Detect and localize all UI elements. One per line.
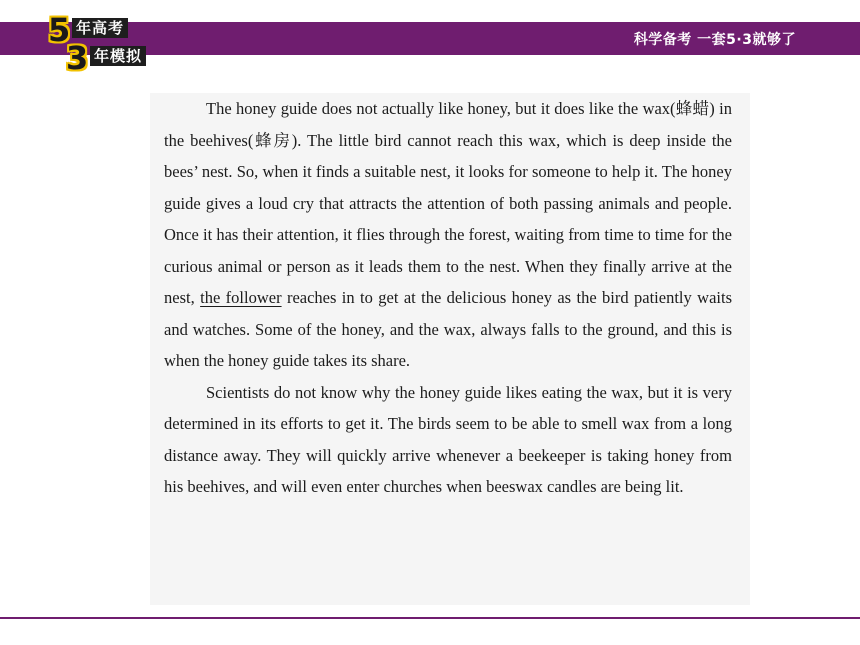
paragraph-1-text-a: The honey guide does not actually like honey, but it does like the wax(蜂蜡) in the beehives(蜂房). The little bird cannot reach this wax, which is deep inside the bees’ nest. So, when it finds a suitable nest, it looks for someone to help it. The honey guide gives a loud cry that attracts the attention of both passing animals and people. Once it has their attention, it flies through the forest, waiting from time to time for the curious animal or person as it leads them to the nest. When they finally arrive at the nest, bbox=[164, 99, 732, 307]
underlined-phrase: the follower bbox=[200, 288, 282, 307]
reading-passage-panel bbox=[150, 93, 750, 605]
logo-number-three: 3 bbox=[66, 39, 89, 77]
logo-tag-top: 年高考 bbox=[72, 18, 128, 38]
bottom-divider bbox=[0, 617, 860, 619]
logo-number-five: 5 bbox=[48, 11, 71, 49]
paragraph-1-text-b: reaches in to get at the delicious honey as the bird patiently waits and watches. Some of the honey, and the wax, always falls to the ground, and this is when the honey guide takes its share. bbox=[164, 288, 732, 370]
header-slogan: 科学备考 一套5·3就够了 bbox=[633, 32, 796, 48]
passage-paragraph-1 bbox=[150, 93, 732, 377]
logo-tag-bottom: 年模拟 bbox=[90, 46, 146, 66]
brand-logo bbox=[46, 11, 171, 77]
passage-paragraph-2: Scientists do not know why the honey guide likes eating the wax, but it is very determined in its efforts to get it. The birds seem to be able to smell wax from a long distance away. They will quickly arrive whenever a beekeeper is taking honey from his beehives, and will even enter churches when beeswax candles are being lit. bbox=[164, 382, 732, 496]
